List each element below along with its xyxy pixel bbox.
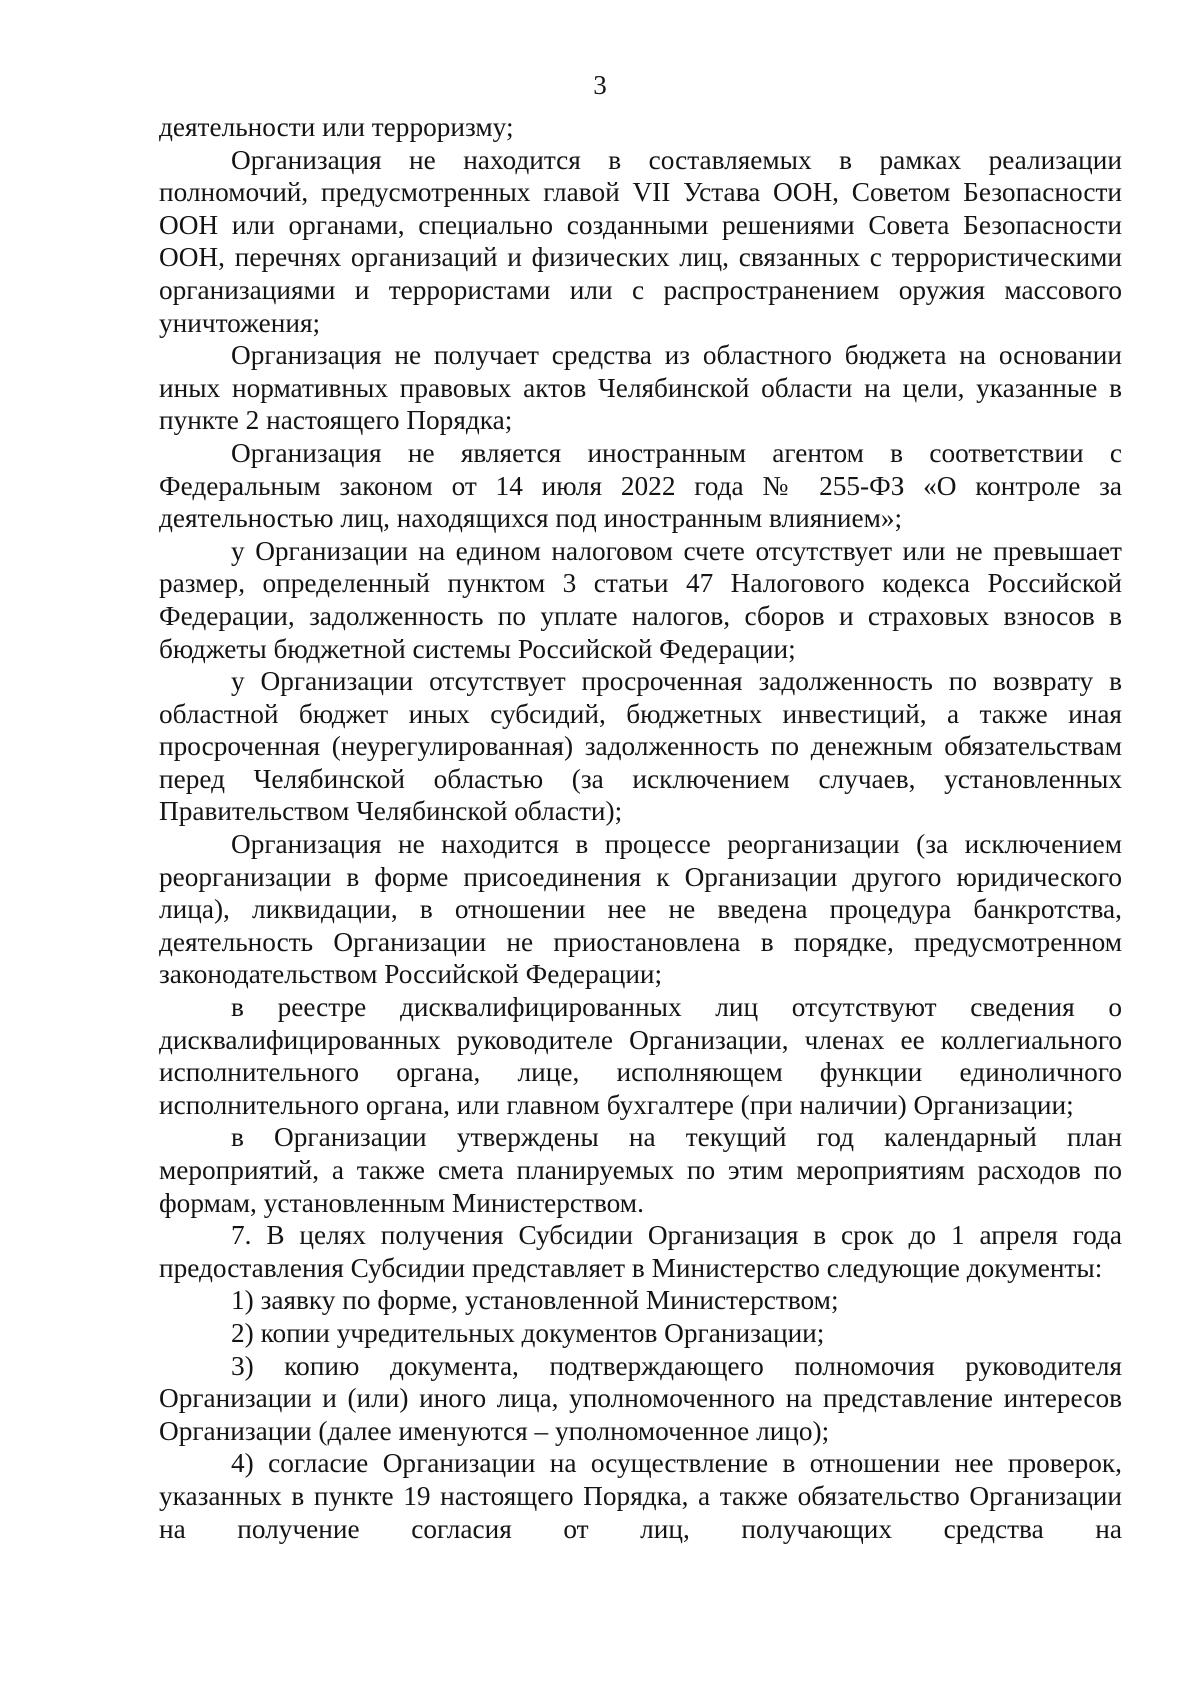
paragraph-tax-debt: у Организации на едином налоговом счете отсутствует или не превышает размер, определенный пунктом 3 статьи 47 Налогового кодекса Российской Федерации, задолженность по уплате налогов, сборов и страховых взносов в бюджеты бюджетной системы Российской Федерации; [159,535,1122,664]
paragraph-overdue-debt: у Организации отсутствует просроченная задолженность по возврату в областной бюджет иных субсидий, бюджетных инвестиций, а также иная просроченная (неурегулированная) задолженность по денежным обязательствам перед Челябинской областью (за исключением случаев, установленных Правительством Челябинской области); [159,666,1122,827]
paragraph-item-7: 7. В целях получения Субсидии Организация в срок до 1 апреля года предоставления Субсидии представляет в Министерство следующие документы: [159,1220,1122,1283]
paragraph-subitem-3: 3) копию документа, подтверждающего полномочия руководителя Организации и (или) иного лица, уполномоченного на представление интересов Организации (далее именуются – уполномоченное лицо); [159,1350,1122,1446]
paragraph-no-reorganization: Организация не находится в процессе реорганизации (за исключением реорганизации в форме присоединения к Организации другого юридического лица), ликвидации, в отношении нее не введена процедура банкротства, деятельность Организации не приостановлена в порядке, предусмотренном законодательством Российской Федерации; [159,829,1122,990]
paragraph-not-foreign-agent: Организация не является иностранным агентом в соответствии с Федеральным законом от 14 июля 2022 года № 255-ФЗ «О контроле за деятельностью лиц, находящихся под иностранным влиянием»; [159,437,1122,534]
paragraph-subitem-2: 2) копии учредительных документов Организации; [231,1317,825,1348]
page-number: 3 [593,70,607,100]
paragraph-continuation: деятельности или терроризму; [159,112,514,142]
document-body [159,111,1122,1545]
paragraph-disqualified-persons: в реестре дисквалифицированных лиц отсутствуют сведения о дисквалифицированных руководителе Организации, членах ее коллегиального исполнительного органа, лице, исполняющем функции единоличного исполнительного органа, или главном бухгалтере (при наличии) Организации; [159,992,1122,1120]
paragraph-un-sanctions-lists: Организация не находится в составляемых в рамках реализации полномочий, предусмотренных главой VII Устава ООН, Советом Безопасности ООН или органами, специально созданными решениями Совета Безопасности ООН, перечнях организаций и физических лиц, связанных с террористическими организациями и террористами или с распространением оружия массового уничтожения; [159,144,1122,338]
paragraph-no-other-budget-funds: Организация не получает средства из областного бюджета на основании иных нормативных правовых актов Челябинской области на цели, указанные в пункте 2 настоящего Порядка; [159,340,1122,436]
paragraph-event-plan: в Организации утверждены на текущий год календарный план мероприятий, а также смета планируемых по этим мероприятиям расходов по формам, установленным Министерством. [159,1122,1122,1218]
paragraph-subitem-1: 1) заявку по форме, установленной Министерством; [231,1285,839,1316]
paragraph-subitem-4: 4) согласие Организации на осуществление в отношении нее проверок, указанных в пункте 19 настоящего Порядка, а также обязательство Организации на получение согласия от лиц, получающих средства на [159,1448,1122,1544]
